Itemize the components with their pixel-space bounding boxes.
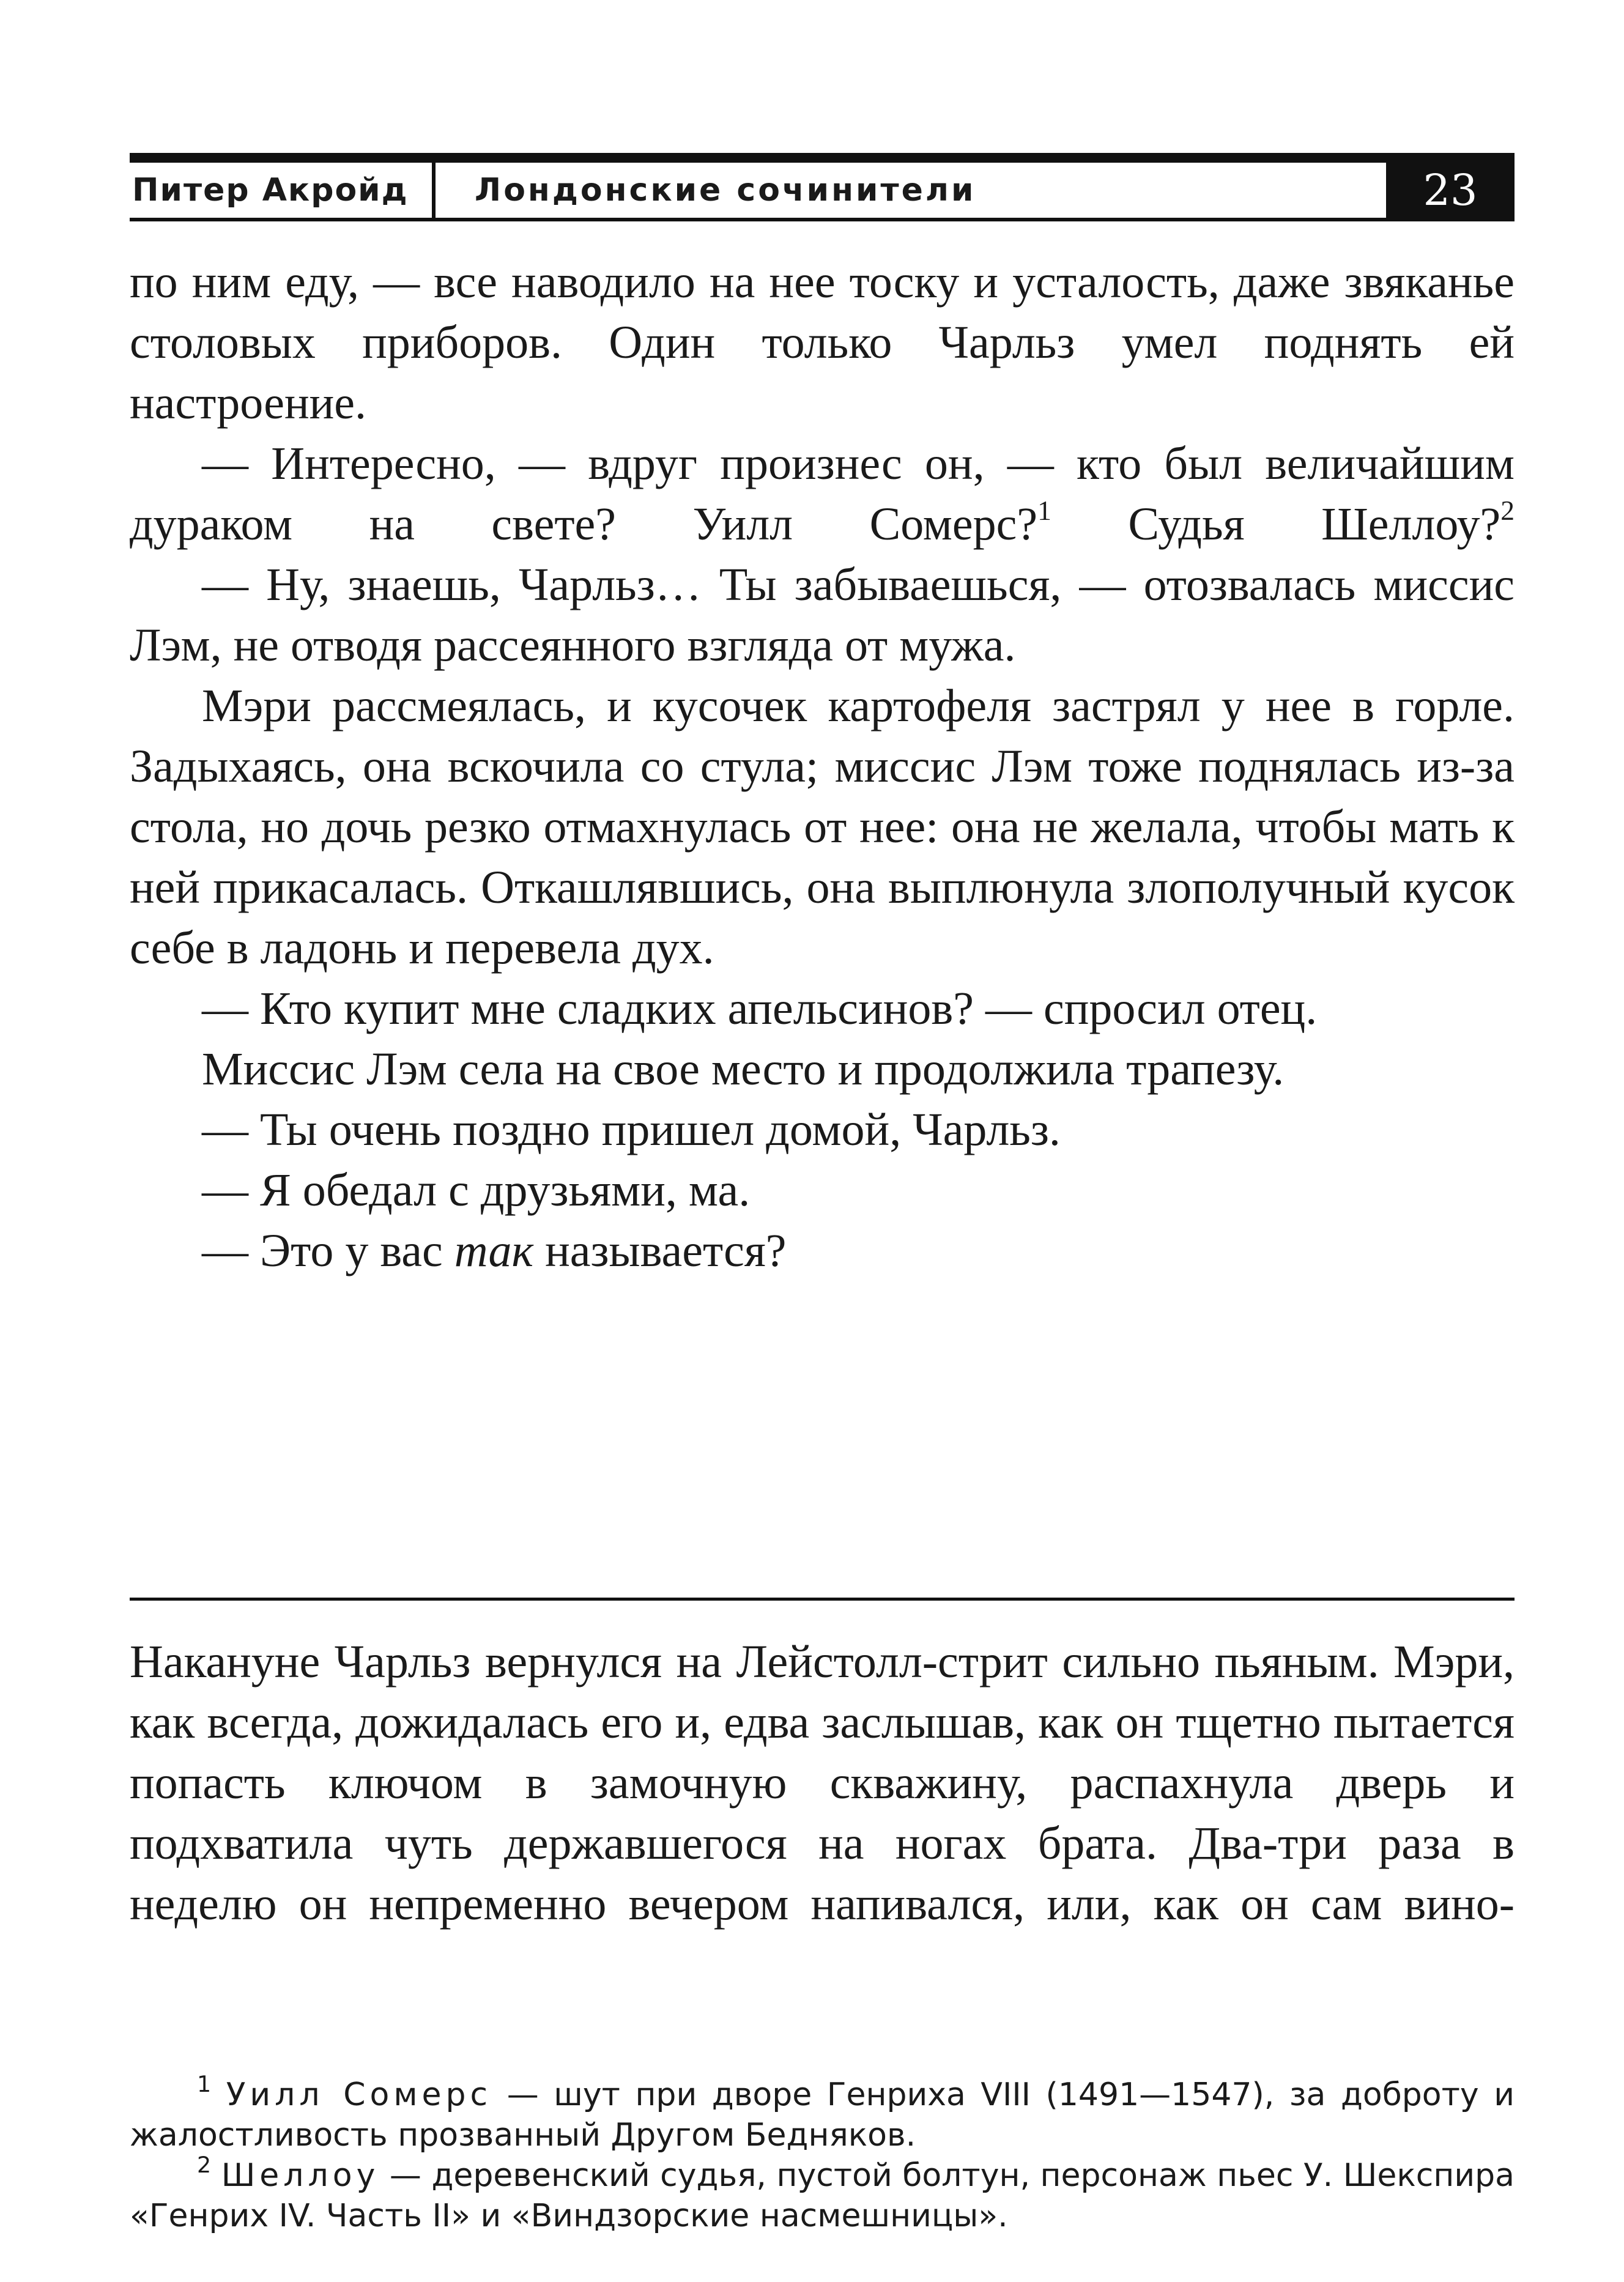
section-divider <box>130 1598 1515 1601</box>
paragraph-8: — Я обедал с друзьями, ма. <box>202 1165 751 1216</box>
footnote-1 <box>130 2071 1515 2155</box>
header-book-title: Лондонские сочинители <box>475 172 976 209</box>
footnote-1-marker: 1 <box>197 2071 212 2098</box>
paragraph-10: Накануне Чарльз вернулся на Лейстолл-стрит сильно пьяным. Мэри, как всегда, дожидалась его и, едва заслышав, как он тщетно пытается попасть ключом в замочную скважину, распахнула дверь и подхватила чуть державшегося на ногах брата. Два-три раза в неделю он непременно вечером напивался, или, как он сам вино- <box>130 1636 1515 1930</box>
paragraph-9-emphasis: так <box>454 1225 534 1276</box>
paragraph-6: Миссис Лэм села на свое место и продолжила трапезу. <box>202 1043 1285 1095</box>
paragraph-2 <box>130 434 1515 555</box>
paragraph-2-text-mid: Судья Шеллоу? <box>1051 498 1501 550</box>
main-text-section-1 <box>130 252 1515 1281</box>
footnote-2-term: Шеллоу <box>221 2157 380 2194</box>
paragraph-9 <box>130 1221 1515 1281</box>
running-header <box>130 153 1515 221</box>
footnote-2-marker: 2 <box>197 2152 212 2179</box>
paragraph-3: — Ну, знаешь, Чарльз… Ты забываешься, — отозвалась миссис Лэм, не отводя рассеянного взгляда от мужа. <box>130 559 1515 671</box>
header-author: Питер Акройд <box>130 163 436 218</box>
paragraph-2-text: — Интересно, — вдруг произнес он, — кто был величайшим дураком на свете? Уилл Сомерс? <box>130 438 1515 550</box>
paragraph-9-text-before: — Это у вас <box>202 1225 454 1276</box>
footnote-1-term: Уилл Сомерс <box>226 2076 492 2113</box>
footnote-2-text: — деревенский судья, пустой болтун, персонаж пьес У. Шекспира «Генрих IV. Часть II» и «Виндзорские насмешницы». <box>130 2157 1515 2234</box>
page-number: 23 <box>1386 163 1515 218</box>
footnotes <box>130 2071 1515 2236</box>
paragraph-7: — Ты очень поздно пришел домой, Чарльз. <box>202 1104 1061 1155</box>
paragraph-5: — Кто купит мне сладких апельсинов? — спросил отец. <box>202 983 1318 1034</box>
paragraph-1: по ним еду, — все наводило на нее тоску и усталость, даже звяканье столовых приборов. Один только Чарльз умел поднять ей настроение. <box>130 256 1515 429</box>
footnote-ref-2: 2 <box>1500 495 1515 527</box>
paragraph-9-text-after: называется? <box>533 1225 787 1276</box>
footnote-ref-1: 1 <box>1037 495 1051 527</box>
paragraph-4: Мэри рассмеялась, и кусочек картофеля застрял у нее в горле. Задыхаясь, она вскочила со стула; миссис Лэм тоже поднялась из-за стола, но дочь резко отмахнулась от нее: она не желала, чтобы мать к ней прикасалась. Откашлявшись, она выплюнула злополучный кусок себе в ладонь и перевела дух. <box>130 680 1515 974</box>
main-text-section-2 <box>130 1632 1515 1935</box>
footnote-1-text: — шут при дворе Генриха VIII (1491—1547), за доброту и жалостливость прозванный Другом Бедняков. <box>130 2076 1515 2154</box>
footnote-2 <box>130 2152 1515 2236</box>
